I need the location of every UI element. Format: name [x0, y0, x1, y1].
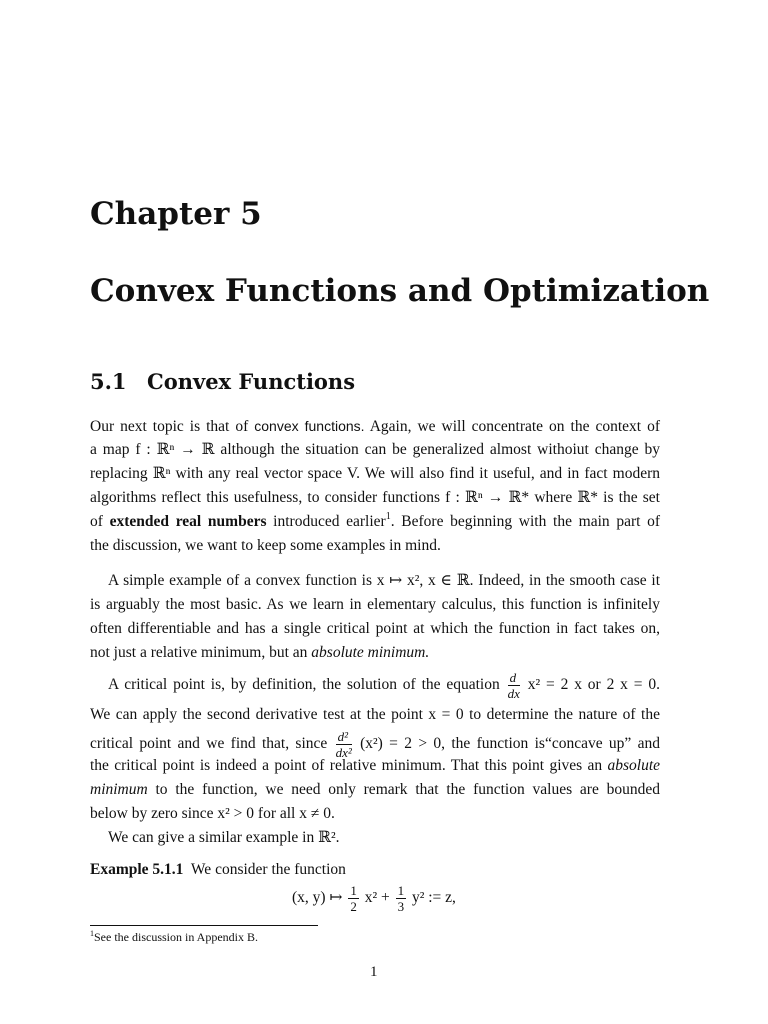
- paragraph-3-line-1: A critical point is, by definition, the solution of the equation $\frac{d}{dx}$ x² = 2 x or 2 x = 0.: [108, 670, 661, 701]
- footnote-rule: [90, 925, 318, 926]
- paragraph-2-line-1: A simple example of a convex function is x ↦ x², x ∈ ℝ. Indeed, in the smooth case it: [108, 572, 660, 589]
- paragraph-1-line-3: replacing ℝⁿ with any real vector space V. We will also find it useful, and in fact modern: [90, 465, 660, 482]
- paragraph-3-line-2: We can apply the second derivative test at the point x = 0 to determine the nature of the: [90, 706, 660, 723]
- page-number: 1: [370, 964, 378, 980]
- paragraph-3-line-3: critical point and we find that, since $\frac{\text{d²}}{\text{dx²}}$ (x²) = 2 > 0, the function is“concave up” and: [90, 729, 661, 760]
- paragraph-1-line-2: a map f : ℝⁿ → ℝ although the situation can be generalized almost withoiut change by: [90, 441, 660, 458]
- paragraph-1-line-5: of extended real numbers introduced earlier$^1$. Before beginning with the main part of: [90, 511, 661, 530]
- paragraph-1-line-4: algorithms reflect this usefulness, to consider functions f : ℝⁿ → ℝ* where ℝ* is the set: [90, 489, 660, 506]
- footnote-mark: 1: [385, 511, 391, 522]
- example-label: Example 5.1.1: [90, 861, 184, 878]
- derivative-fraction: $\frac{d}{dx}$: [507, 670, 520, 701]
- paragraph-1-line-6: the discussion, we want to keep some examples in mind.: [90, 537, 441, 554]
- paragraph-3-line-6: below by zero since x² > 0 for all x ≠ 0.: [90, 805, 335, 822]
- display-equation: (x, y) ↦ $\frac{1}{2}$ x² + $\frac{1}{3}$ y² := z,: [292, 883, 456, 914]
- paragraph-2-line-3: often differentiable and has a single critical point at which the function in fact takes on,: [90, 620, 660, 637]
- paragraph-1-line-1: Our next topic is that of convex functions. Again, we will concentrate on the context of: [90, 418, 660, 435]
- paragraph-4-line-1: We can give a similar example in ℝ².: [108, 829, 340, 846]
- paragraph-3-line-5: minimum to the function, we need only remark that the function values are bounded: [90, 781, 661, 798]
- paragraph-3-line-4: the critical point is indeed a point of relative minimum. That this point gives an absolute: [90, 757, 661, 774]
- example-heading: Example 5.1.1 We consider the function: [90, 861, 346, 878]
- paragraph-2-line-2: is arguably the most basic. As we learn in elementary calculus, this function is infinitely: [90, 596, 660, 613]
- chapter-label: Chapter 5: [90, 196, 262, 232]
- section-number: 5.1: [90, 369, 127, 394]
- second-derivative-fraction: $\frac{\text{d²}}{\text{dx²}}$: [335, 729, 352, 760]
- term-convex-functions: convex functions.: [254, 418, 365, 434]
- chapter-title: Convex Functions and Optimization: [90, 273, 710, 309]
- term-extended-real-numbers: extended real numbers: [109, 513, 267, 530]
- footnote: $^1$See the discussion in Appendix B.: [90, 929, 258, 944]
- section-title: Convex Functions: [147, 369, 356, 394]
- paragraph-2-line-4: not just a relative minimum, but an absolute minimum.: [90, 644, 430, 661]
